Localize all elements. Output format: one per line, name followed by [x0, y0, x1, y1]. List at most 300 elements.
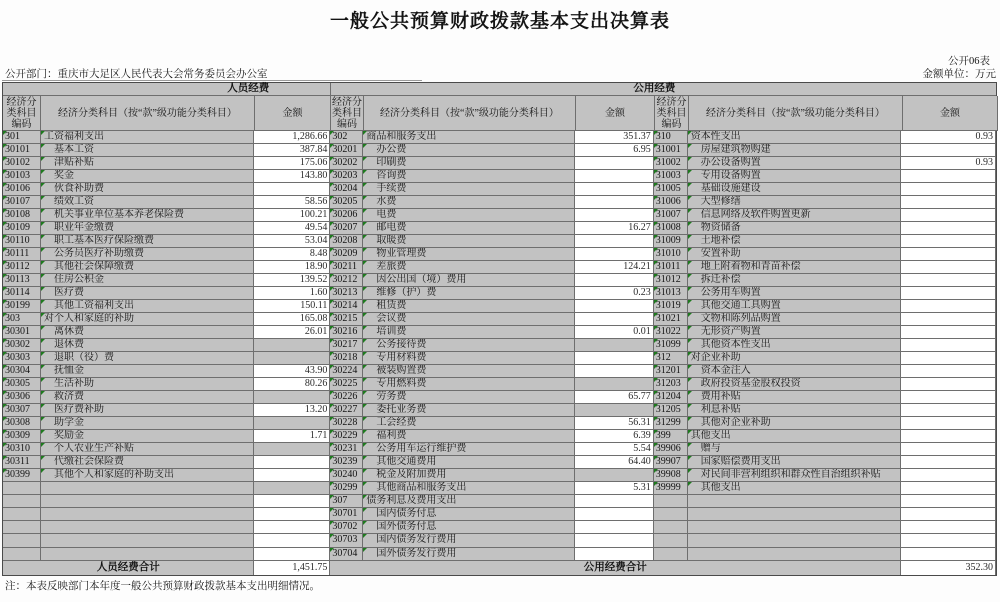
code-cell[interactable]: 30302	[3, 339, 41, 352]
subject-cell[interactable]: 工会经费	[363, 417, 574, 430]
amount-cell[interactable]: 351.37	[575, 131, 654, 144]
subject-cell[interactable]: 专用设备购置	[688, 170, 901, 183]
subject-cell[interactable]: 公务用车运行维护费	[363, 443, 574, 456]
subject-cell[interactable]: 对企业补助	[688, 352, 901, 365]
subject-cell[interactable]: 物业管理费	[363, 248, 574, 261]
code-cell[interactable]: 30308	[3, 417, 41, 430]
subject-cell[interactable]: 委托业务费	[363, 404, 574, 417]
code-cell[interactable]: 30217	[330, 339, 363, 352]
code-cell[interactable]: 30703	[330, 534, 363, 547]
code-cell[interactable]: 31005	[654, 183, 688, 196]
subject-cell[interactable]: 奖金	[41, 170, 254, 183]
subject-cell[interactable]: 医疗费补助	[41, 404, 254, 417]
code-cell[interactable]: 30110	[3, 235, 41, 248]
amount-cell[interactable]	[575, 235, 654, 248]
code-cell[interactable]: 31013	[654, 287, 688, 300]
subject-cell[interactable]: 基本工资	[41, 144, 254, 157]
code-cell[interactable]: 31201	[654, 365, 688, 378]
code-cell[interactable]: 30309	[3, 430, 41, 443]
subject-column-header[interactable]: 经济分类科目（按“款”级功能分类科目）	[364, 96, 576, 131]
subject-cell[interactable]	[41, 495, 254, 508]
amount-cell[interactable]: 175.06	[254, 157, 330, 170]
amount-cell[interactable]: 56.31	[575, 417, 654, 430]
code-cell[interactable]: 31204	[654, 391, 688, 404]
amount-cell[interactable]: 13.20	[254, 404, 330, 417]
amount-cell[interactable]	[254, 469, 330, 482]
code-cell[interactable]: 30209	[330, 248, 363, 261]
subject-cell[interactable]: 因公出国（境）费用	[363, 274, 574, 287]
code-cell[interactable]: 30311	[3, 456, 41, 469]
amount-cell[interactable]	[901, 404, 996, 417]
subject-cell[interactable]: 资本性支出	[688, 131, 901, 144]
subject-cell[interactable]: 其他社会保障缴费	[41, 261, 254, 274]
code-cell[interactable]	[3, 495, 41, 508]
code-cell[interactable]: 30207	[330, 222, 363, 235]
code-cell[interactable]: 31009	[654, 235, 688, 248]
amount-cell[interactable]	[901, 495, 996, 508]
code-cell[interactable]: 31010	[654, 248, 688, 261]
subject-cell[interactable]: 其他交通费用	[363, 456, 574, 469]
subject-cell[interactable]: 会议费	[363, 313, 574, 326]
amount-cell[interactable]	[901, 456, 996, 469]
code-cell[interactable]: 30213	[330, 287, 363, 300]
code-cell[interactable]: 30307	[3, 404, 41, 417]
code-cell[interactable]: 30702	[330, 521, 363, 534]
amount-cell[interactable]	[901, 235, 996, 248]
amount-cell[interactable]	[901, 248, 996, 261]
subject-cell[interactable]	[41, 508, 254, 521]
subject-cell[interactable]: 邮电费	[363, 222, 574, 235]
amount-cell[interactable]	[901, 548, 996, 561]
amount-cell[interactable]	[575, 209, 654, 222]
amount-cell[interactable]	[575, 313, 654, 326]
amount-cell[interactable]	[901, 391, 996, 404]
code-cell[interactable]: 30701	[330, 508, 363, 521]
code-cell[interactable]	[654, 548, 688, 561]
subject-cell[interactable]: 国外债务发行费用	[363, 548, 574, 561]
amount-cell[interactable]	[254, 508, 330, 521]
code-cell[interactable]: 30212	[330, 274, 363, 287]
subject-cell[interactable]: 其他工资福利支出	[41, 300, 254, 313]
amount-cell[interactable]: 139.52	[254, 274, 330, 287]
subject-cell[interactable]	[688, 508, 901, 521]
code-cell[interactable]: 30108	[3, 209, 41, 222]
amount-cell[interactable]	[254, 352, 330, 365]
code-cell[interactable]: 30310	[3, 443, 41, 456]
subject-cell[interactable]: 公务接待费	[363, 339, 574, 352]
subject-cell[interactable]: 大型修缮	[688, 196, 901, 209]
code-cell[interactable]: 30201	[330, 144, 363, 157]
code-cell[interactable]: 301	[3, 131, 41, 144]
subject-column-header[interactable]: 经济分类科目（按“款”级功能分类科目）	[41, 96, 255, 131]
code-cell[interactable]: 30224	[330, 365, 363, 378]
code-cell[interactable]: 30226	[330, 391, 363, 404]
amount-cell[interactable]	[901, 196, 996, 209]
amount-column-header[interactable]: 金额	[576, 96, 655, 131]
code-cell[interactable]: 30202	[330, 157, 363, 170]
amount-cell[interactable]	[254, 534, 330, 547]
code-cell[interactable]: 39908	[654, 469, 688, 482]
amount-cell[interactable]	[575, 157, 654, 170]
code-cell[interactable]: 30199	[3, 300, 41, 313]
subject-cell[interactable]	[41, 534, 254, 547]
subject-cell[interactable]: 住房公积金	[41, 274, 254, 287]
subject-cell[interactable]: 助学金	[41, 417, 254, 430]
subject-cell[interactable]: 机关事业单位基本养老保险费	[41, 209, 254, 222]
code-cell[interactable]: 31203	[654, 378, 688, 391]
subject-cell[interactable]: 离休费	[41, 326, 254, 339]
code-cell[interactable]: 30205	[330, 196, 363, 209]
amount-cell[interactable]	[254, 443, 330, 456]
public-band-label[interactable]: 公用经费	[633, 83, 676, 94]
subject-cell[interactable]: 奖励金	[41, 430, 254, 443]
code-cell[interactable]: 30227	[330, 404, 363, 417]
code-cell[interactable]: 30102	[3, 157, 41, 170]
amount-cell[interactable]	[901, 521, 996, 534]
amount-cell[interactable]: 387.84	[254, 144, 330, 157]
amount-cell[interactable]: 1,286.66	[254, 131, 330, 144]
subject-cell[interactable]: 地上附着物和青苗补偿	[688, 261, 901, 274]
amount-cell[interactable]	[254, 417, 330, 430]
amount-cell[interactable]: 5.54	[575, 443, 654, 456]
subject-cell[interactable]	[688, 495, 901, 508]
amount-cell[interactable]	[901, 482, 996, 495]
subject-cell[interactable]: 退休费	[41, 339, 254, 352]
amount-cell[interactable]: 26.01	[254, 326, 330, 339]
subject-cell[interactable]: 差旅费	[363, 261, 574, 274]
subject-cell[interactable]: 其他资本性支出	[688, 339, 901, 352]
amount-cell[interactable]: 0.93	[901, 157, 996, 170]
code-cell[interactable]: 30704	[330, 548, 363, 561]
amount-cell[interactable]	[575, 300, 654, 313]
subject-cell[interactable]: 房屋建筑物购建	[688, 144, 901, 157]
subject-cell[interactable]: 租赁费	[363, 300, 574, 313]
subject-cell[interactable]: 职业年金缴费	[41, 222, 254, 235]
subject-cell[interactable]	[41, 521, 254, 534]
subject-cell[interactable]: 对民间非营利组织和群众性自治组织补贴	[688, 469, 901, 482]
public-total-label[interactable]: 公用经费合计	[330, 561, 901, 575]
amount-cell[interactable]	[901, 378, 996, 391]
code-cell[interactable]: 31205	[654, 404, 688, 417]
subject-cell[interactable]: 安置补助	[688, 248, 901, 261]
code-cell[interactable]: 31002	[654, 157, 688, 170]
subject-cell[interactable]: 其他个人和家庭的补助支出	[41, 469, 254, 482]
amount-cell[interactable]	[575, 404, 654, 417]
subject-cell[interactable]: 其他商品和服务支出	[363, 482, 574, 495]
subject-cell[interactable]: 个人农业生产补贴	[41, 443, 254, 456]
code-cell[interactable]: 30107	[3, 196, 41, 209]
subject-cell[interactable]: 国内债务发行费用	[363, 534, 574, 547]
amount-cell[interactable]: 65.77	[575, 391, 654, 404]
amount-cell[interactable]	[575, 183, 654, 196]
code-cell[interactable]: 30231	[330, 443, 363, 456]
subject-cell[interactable]: 基础设施建设	[688, 183, 901, 196]
subject-cell[interactable]: 办公费	[363, 144, 574, 157]
code-cell[interactable]: 30216	[330, 326, 363, 339]
subject-cell[interactable]: 福利费	[363, 430, 574, 443]
amount-cell[interactable]	[901, 144, 996, 157]
code-cell[interactable]	[3, 508, 41, 521]
code-cell[interactable]: 30218	[330, 352, 363, 365]
amount-cell[interactable]: 80.26	[254, 378, 330, 391]
amount-cell[interactable]: 150.11	[254, 300, 330, 313]
subject-cell[interactable]: 生活补助	[41, 378, 254, 391]
amount-cell[interactable]	[254, 495, 330, 508]
code-cell[interactable]	[3, 521, 41, 534]
subject-cell[interactable]: 对个人和家庭的补助	[41, 313, 254, 326]
amount-cell[interactable]: 100.21	[254, 209, 330, 222]
amount-cell[interactable]	[254, 183, 330, 196]
amount-cell[interactable]: 165.08	[254, 313, 330, 326]
amount-cell[interactable]: 1.60	[254, 287, 330, 300]
code-cell[interactable]	[654, 495, 688, 508]
code-cell[interactable]: 31021	[654, 313, 688, 326]
subject-cell[interactable]: 其他对企业补助	[688, 417, 901, 430]
subject-cell[interactable]: 工资福利支出	[41, 131, 254, 144]
amount-cell[interactable]	[901, 170, 996, 183]
code-cell[interactable]	[3, 534, 41, 547]
code-column-header[interactable]: 经济分类科目编码	[332, 96, 362, 130]
public-total-amount[interactable]: 352.30	[901, 561, 996, 575]
subject-cell[interactable]: 职工基本医疗保险缴费	[41, 235, 254, 248]
subject-cell[interactable]: 赠与	[688, 443, 901, 456]
code-cell[interactable]	[654, 534, 688, 547]
code-cell[interactable]: 39906	[654, 443, 688, 456]
subject-cell[interactable]: 利息补贴	[688, 404, 901, 417]
subject-cell[interactable]: 其他支出	[688, 482, 901, 495]
subject-cell[interactable]: 培训费	[363, 326, 574, 339]
subject-cell[interactable]	[688, 521, 901, 534]
subject-cell[interactable]: 文物和陈列品购置	[688, 313, 901, 326]
subject-cell[interactable]: 医疗费	[41, 287, 254, 300]
code-cell[interactable]: 30103	[3, 170, 41, 183]
subject-cell[interactable]: 资本金注入	[688, 365, 901, 378]
subject-cell[interactable]: 手续费	[363, 183, 574, 196]
code-cell[interactable]: 30114	[3, 287, 41, 300]
amount-cell[interactable]: 18.90	[254, 261, 330, 274]
amount-cell[interactable]	[901, 274, 996, 287]
code-cell[interactable]: 30214	[330, 300, 363, 313]
subject-cell[interactable]: 津贴补贴	[41, 157, 254, 170]
amount-cell[interactable]	[575, 339, 654, 352]
code-cell[interactable]: 30303	[3, 352, 41, 365]
subject-cell[interactable]: 国内债务付息	[363, 508, 574, 521]
subject-cell[interactable]: 维修（护）费	[363, 287, 574, 300]
subject-cell[interactable]: 物资储备	[688, 222, 901, 235]
code-cell[interactable]: 30211	[330, 261, 363, 274]
amount-cell[interactable]: 8.48	[254, 248, 330, 261]
personnel-total-amount[interactable]: 1,451.75	[254, 561, 330, 575]
code-cell[interactable]: 30206	[330, 209, 363, 222]
amount-cell[interactable]	[575, 495, 654, 508]
amount-cell[interactable]	[254, 456, 330, 469]
code-cell[interactable]: 303	[3, 313, 41, 326]
amount-cell[interactable]	[575, 548, 654, 561]
subject-cell[interactable]: 国家赔偿费用支出	[688, 456, 901, 469]
subject-cell[interactable]: 咨询费	[363, 170, 574, 183]
code-cell[interactable]: 30203	[330, 170, 363, 183]
amount-cell[interactable]	[575, 378, 654, 391]
amount-cell[interactable]: 43.90	[254, 365, 330, 378]
subject-cell[interactable]: 拆迁补偿	[688, 274, 901, 287]
subject-cell[interactable]: 被装购置费	[363, 365, 574, 378]
subject-cell[interactable]: 代缴社会保险费	[41, 456, 254, 469]
subject-cell[interactable]: 退职（役）费	[41, 352, 254, 365]
subject-cell[interactable]: 印刷费	[363, 157, 574, 170]
code-cell[interactable]: 30112	[3, 261, 41, 274]
amount-cell[interactable]	[901, 365, 996, 378]
code-cell[interactable]: 30113	[3, 274, 41, 287]
code-cell[interactable]: 30304	[3, 365, 41, 378]
code-cell[interactable]: 30109	[3, 222, 41, 235]
amount-cell[interactable]	[901, 326, 996, 339]
personnel-band-label[interactable]: 人员经费	[227, 83, 270, 94]
amount-cell[interactable]	[901, 300, 996, 313]
amount-cell[interactable]: 58.56	[254, 196, 330, 209]
subject-cell[interactable]: 专用燃料费	[363, 378, 574, 391]
code-cell[interactable]: 30306	[3, 391, 41, 404]
code-cell[interactable]: 31007	[654, 209, 688, 222]
code-cell[interactable]: 31012	[654, 274, 688, 287]
amount-cell[interactable]	[901, 508, 996, 521]
subject-cell[interactable]	[41, 482, 254, 495]
amount-cell[interactable]	[901, 469, 996, 482]
amount-cell[interactable]: 143.80	[254, 170, 330, 183]
subject-cell[interactable]	[688, 548, 901, 561]
code-cell[interactable]: 30208	[330, 235, 363, 248]
subject-cell[interactable]: 费用补贴	[688, 391, 901, 404]
code-cell[interactable]: 312	[654, 352, 688, 365]
personnel-total-label[interactable]: 人员经费合计	[3, 561, 254, 575]
amount-cell[interactable]	[901, 339, 996, 352]
amount-cell[interactable]	[575, 248, 654, 261]
amount-cell[interactable]: 16.27	[575, 222, 654, 235]
amount-cell[interactable]	[575, 274, 654, 287]
amount-cell[interactable]	[254, 548, 330, 561]
amount-cell[interactable]	[901, 313, 996, 326]
code-cell[interactable]: 31011	[654, 261, 688, 274]
amount-cell[interactable]: 64.40	[575, 456, 654, 469]
amount-cell[interactable]	[901, 534, 996, 547]
subject-cell[interactable]: 伙食补助费	[41, 183, 254, 196]
code-column-header[interactable]: 经济分类科目编码	[655, 96, 689, 131]
subject-cell[interactable]: 其他支出	[688, 430, 901, 443]
amount-cell[interactable]	[901, 209, 996, 222]
code-cell[interactable]: 30101	[3, 144, 41, 157]
subject-cell[interactable]: 电费	[363, 209, 574, 222]
amount-cell[interactable]	[575, 508, 654, 521]
code-cell[interactable]: 302	[330, 131, 363, 144]
amount-cell[interactable]: 124.21	[575, 261, 654, 274]
code-cell[interactable]: 31022	[654, 326, 688, 339]
code-cell[interactable]: 30111	[3, 248, 41, 261]
code-cell[interactable]: 30215	[330, 313, 363, 326]
code-cell[interactable]: 30301	[3, 326, 41, 339]
code-cell[interactable]: 31099	[654, 339, 688, 352]
subject-cell[interactable]: 绩效工资	[41, 196, 254, 209]
subject-cell[interactable]: 公务用车购置	[688, 287, 901, 300]
amount-cell[interactable]	[575, 469, 654, 482]
code-cell[interactable]: 30239	[330, 456, 363, 469]
code-cell[interactable]	[654, 508, 688, 521]
amount-cell[interactable]	[254, 391, 330, 404]
amount-cell[interactable]	[901, 287, 996, 300]
code-cell[interactable]: 399	[654, 430, 688, 443]
subject-cell[interactable]: 无形资产购置	[688, 326, 901, 339]
code-cell[interactable]: 31008	[654, 222, 688, 235]
code-cell[interactable]: 30228	[330, 417, 363, 430]
amount-cell[interactable]: 49.54	[254, 222, 330, 235]
code-cell[interactable]: 39907	[654, 456, 688, 469]
amount-cell[interactable]	[575, 521, 654, 534]
code-cell[interactable]: 31003	[654, 170, 688, 183]
amount-cell[interactable]	[901, 261, 996, 274]
code-cell[interactable]: 30225	[330, 378, 363, 391]
subject-cell[interactable]: 公务员医疗补助缴费	[41, 248, 254, 261]
subject-cell[interactable]: 抚恤金	[41, 365, 254, 378]
code-cell[interactable]	[3, 482, 41, 495]
code-cell[interactable]: 30229	[330, 430, 363, 443]
code-cell[interactable]: 307	[330, 495, 363, 508]
amount-cell[interactable]	[575, 365, 654, 378]
amount-cell[interactable]	[254, 521, 330, 534]
amount-cell[interactable]: 5.31	[575, 482, 654, 495]
amount-cell[interactable]	[575, 534, 654, 547]
code-cell[interactable]: 30305	[3, 378, 41, 391]
subject-cell[interactable]: 土地补偿	[688, 235, 901, 248]
amount-cell[interactable]	[901, 352, 996, 365]
amount-cell[interactable]	[901, 183, 996, 196]
subject-cell[interactable]: 国外债务付息	[363, 521, 574, 534]
code-cell[interactable]	[3, 548, 41, 561]
code-cell[interactable]: 31006	[654, 196, 688, 209]
code-cell[interactable]: 30240	[330, 469, 363, 482]
code-cell[interactable]: 39999	[654, 482, 688, 495]
code-cell[interactable]: 310	[654, 131, 688, 144]
subject-cell[interactable]: 水费	[363, 196, 574, 209]
subject-cell[interactable]: 商品和服务支出	[363, 131, 574, 144]
amount-cell[interactable]	[254, 482, 330, 495]
subject-column-header[interactable]: 经济分类科目（按“款”级功能分类科目）	[689, 96, 903, 131]
amount-cell[interactable]	[254, 339, 330, 352]
subject-cell[interactable]: 其他交通工具购置	[688, 300, 901, 313]
code-cell[interactable]	[654, 521, 688, 534]
amount-cell[interactable]: 6.39	[575, 430, 654, 443]
subject-cell[interactable]: 专用材料费	[363, 352, 574, 365]
subject-cell[interactable]: 债务利息及费用支出	[363, 495, 574, 508]
amount-column-header[interactable]: 金额	[903, 96, 998, 131]
code-cell[interactable]: 30106	[3, 183, 41, 196]
subject-cell[interactable]: 信息网络及软件购置更新	[688, 209, 901, 222]
code-cell[interactable]: 30204	[330, 183, 363, 196]
amount-cell[interactable]: 0.23	[575, 287, 654, 300]
amount-cell[interactable]	[575, 352, 654, 365]
amount-cell[interactable]: 0.01	[575, 326, 654, 339]
amount-cell[interactable]	[901, 443, 996, 456]
subject-cell[interactable]: 办公设备购置	[688, 157, 901, 170]
code-cell[interactable]: 31001	[654, 144, 688, 157]
amount-cell[interactable]	[901, 430, 996, 443]
subject-cell[interactable]: 劳务费	[363, 391, 574, 404]
code-cell[interactable]: 30399	[3, 469, 41, 482]
amount-cell[interactable]	[575, 170, 654, 183]
amount-cell[interactable]: 1.71	[254, 430, 330, 443]
subject-cell[interactable]	[688, 534, 901, 547]
amount-cell[interactable]	[901, 417, 996, 430]
code-cell[interactable]: 31299	[654, 417, 688, 430]
amount-cell[interactable]: 53.04	[254, 235, 330, 248]
subject-cell[interactable]	[41, 548, 254, 561]
